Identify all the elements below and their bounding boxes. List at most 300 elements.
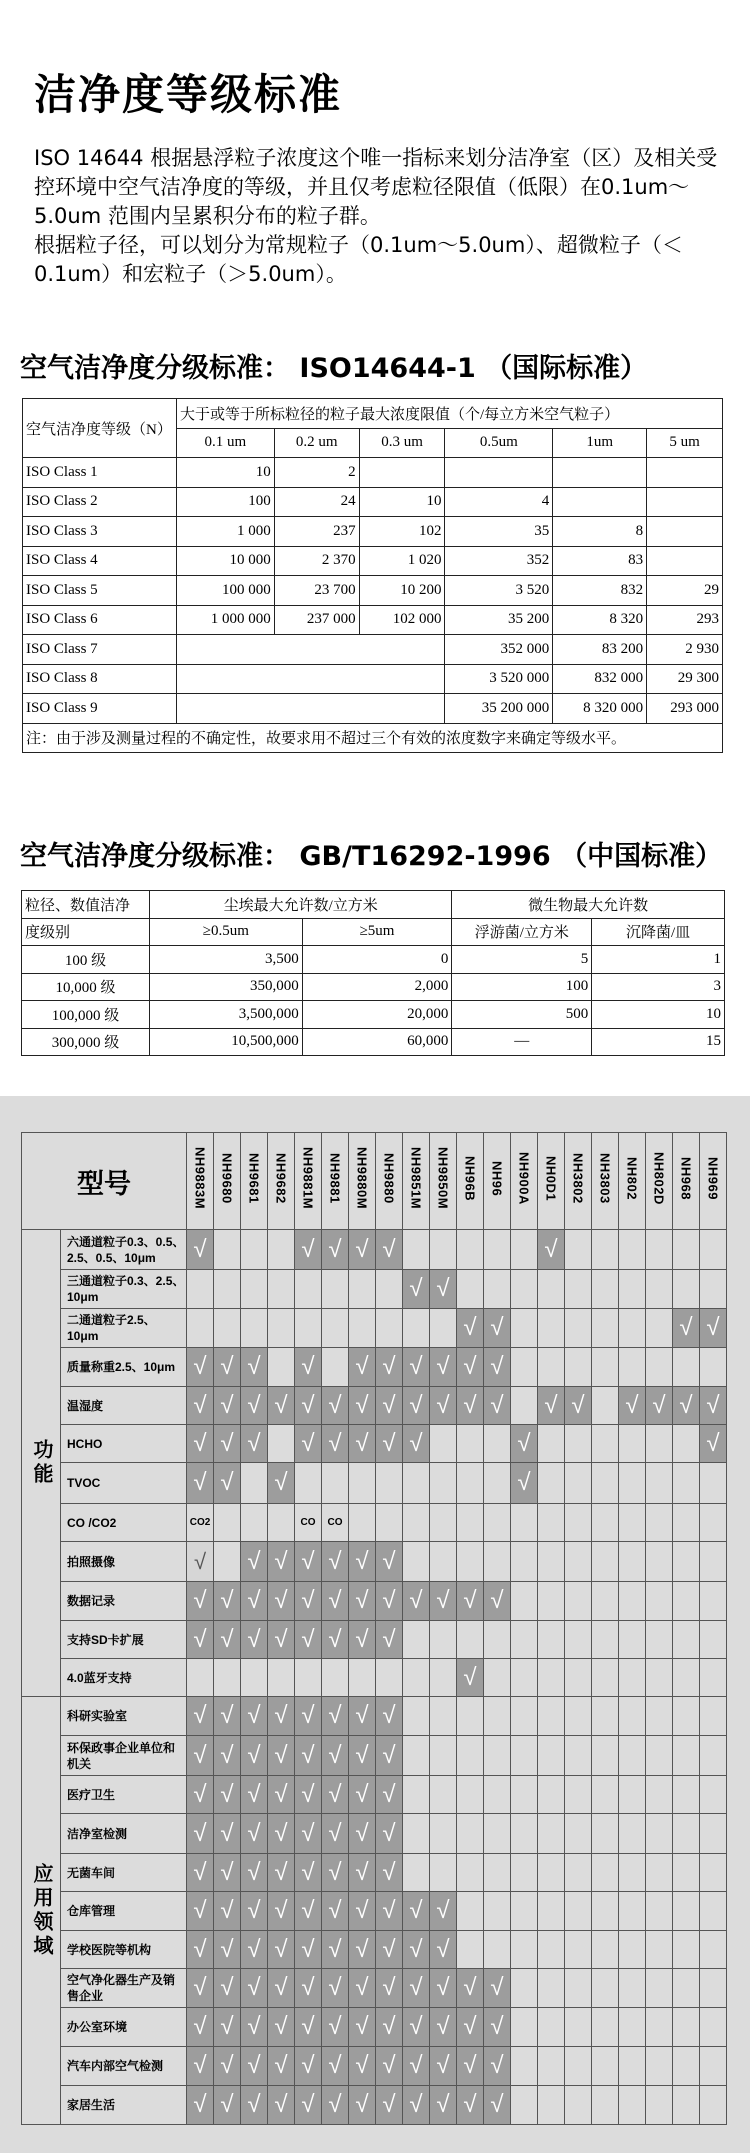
check-cell: √ [322, 1969, 349, 2008]
empty-cell [538, 1542, 565, 1582]
check-cell: √ [430, 1582, 457, 1621]
model-name: NH9880 [381, 1153, 397, 1204]
empty-cell [592, 1892, 619, 1931]
empty-cell [214, 1504, 241, 1542]
gb-value: 3 [592, 973, 725, 1001]
empty-cell [430, 1659, 457, 1697]
empty-cell [592, 1931, 619, 1969]
iso-value: 4 [445, 487, 553, 517]
empty-cell [484, 1504, 511, 1542]
empty-cell [700, 1230, 727, 1270]
gb-level-name: 100 级 [22, 946, 150, 974]
table-row [22, 1348, 727, 1387]
check-cell: √ [403, 1348, 430, 1387]
empty-cell [430, 1854, 457, 1892]
check-cell: √ [241, 1854, 268, 1892]
empty-cell [538, 1504, 565, 1542]
check-cell: √ [457, 1387, 484, 1425]
check-cell: √ [349, 1230, 376, 1270]
check-cell: √ [376, 1814, 403, 1854]
iso-size-header: 5 um [647, 428, 723, 458]
empty-cell [538, 1697, 565, 1736]
check-cell: √ [322, 1387, 349, 1425]
empty-cell [403, 1463, 430, 1504]
empty-cell [700, 1736, 727, 1776]
check-cell: √ [214, 1582, 241, 1621]
empty-cell [511, 2008, 538, 2047]
check-cell: √ [322, 1582, 349, 1621]
empty-cell [592, 1854, 619, 1892]
empty-cell [592, 1348, 619, 1387]
empty-cell [592, 1659, 619, 1697]
iso-class-name: ISO Class 5 [23, 576, 177, 606]
empty-cell [214, 1230, 241, 1270]
check-cell: √ [187, 1892, 214, 1931]
check-cell: √ [187, 1854, 214, 1892]
empty-cell [457, 1892, 484, 1931]
model-column-header [592, 1133, 619, 1230]
empty-cell [619, 1309, 646, 1348]
empty-cell [511, 1659, 538, 1697]
empty-cell [511, 1348, 538, 1387]
empty-cell [619, 1814, 646, 1854]
empty-cell [700, 1776, 727, 1814]
empty-cell [673, 1542, 700, 1582]
empty-cell [646, 2008, 673, 2047]
iso-class-name: ISO Class 7 [23, 635, 177, 665]
table-row [22, 1621, 727, 1659]
empty-cell [592, 1387, 619, 1425]
check-cell: √ [403, 2008, 430, 2047]
empty-cell [403, 1854, 430, 1892]
check-cell: √ [295, 1736, 322, 1776]
check-cell: √ [268, 1931, 295, 1969]
empty-cell [484, 1736, 511, 1776]
empty-cell [619, 1892, 646, 1931]
empty-cell [268, 1230, 295, 1270]
empty-cell [295, 1270, 322, 1309]
empty-cell [241, 1463, 268, 1504]
check-cell: √ [268, 2047, 295, 2086]
empty-cell [403, 1230, 430, 1270]
check-cell: √ [268, 1854, 295, 1892]
table-row [23, 576, 723, 606]
iso-value: 29 300 [647, 664, 723, 694]
check-cell: √ [349, 1814, 376, 1854]
iso-value: 23 700 [274, 576, 359, 606]
check-cell: √ [376, 1776, 403, 1814]
table-row [22, 1814, 727, 1854]
empty-cell [511, 1387, 538, 1425]
empty-cell [646, 1270, 673, 1309]
empty-cell [484, 1892, 511, 1931]
empty-cell [187, 1270, 214, 1309]
empty-cell [619, 1776, 646, 1814]
empty-cell [646, 1854, 673, 1892]
table-row [22, 1425, 727, 1463]
empty-cell [646, 1697, 673, 1736]
iso-value: 352 000 [445, 635, 553, 665]
empty-cell [511, 1542, 538, 1582]
empty-cell [700, 1931, 727, 1969]
empty-cell [592, 1736, 619, 1776]
empty-cell [619, 1348, 646, 1387]
check-cell: √ [241, 2008, 268, 2047]
empty-cell [511, 1230, 538, 1270]
check-cell: √ [322, 1854, 349, 1892]
empty-cell [187, 1309, 214, 1348]
model-name: NH9681 [246, 1153, 262, 1204]
empty-cell [592, 1776, 619, 1814]
table-row [22, 973, 725, 1001]
feature-label: 无菌车间 [61, 1854, 187, 1892]
empty-cell [619, 1736, 646, 1776]
empty-cell [241, 1270, 268, 1309]
model-column-header [187, 1133, 214, 1230]
empty-cell [538, 1425, 565, 1463]
table-row [23, 694, 723, 724]
check-cell: √ [646, 1387, 673, 1425]
check-cell: √ [187, 1814, 214, 1854]
model-column-header [700, 1133, 727, 1230]
iso-size-header: 0.2 um [274, 428, 359, 458]
check-cell: √ [295, 1621, 322, 1659]
empty-cell [376, 1309, 403, 1348]
check-cell: √ [403, 1969, 430, 2008]
model-name: NH802 [624, 1157, 640, 1200]
empty-cell [457, 1697, 484, 1736]
empty-cell [619, 1931, 646, 1969]
check-cell: √ [295, 1582, 322, 1621]
intro-text [34, 144, 724, 289]
table-row [22, 1387, 727, 1425]
table-row [22, 1892, 727, 1931]
empty-cell [430, 1230, 457, 1270]
empty-cell [430, 1621, 457, 1659]
empty-cell [646, 1659, 673, 1697]
empty-cell [511, 1931, 538, 1969]
iso-class-name: ISO Class 8 [23, 664, 177, 694]
check-cell: √ [295, 1542, 322, 1582]
table-row [23, 458, 723, 488]
empty-cell [673, 1931, 700, 1969]
check-cell: √ [430, 1892, 457, 1931]
model-column-header [457, 1133, 484, 1230]
table-row [22, 1776, 727, 1814]
model-name: NH968 [678, 1157, 694, 1200]
check-cell: √ [322, 1892, 349, 1931]
check-cell: √ [349, 1969, 376, 2008]
empty-cell [457, 1230, 484, 1270]
check-cell: √ [322, 1736, 349, 1776]
table-row [22, 1270, 727, 1309]
check-cell: √ [376, 1425, 403, 1463]
gb-value: 60,000 [302, 1028, 452, 1056]
empty-cell [538, 2008, 565, 2047]
table-row [22, 1969, 727, 2008]
empty-cell [700, 2008, 727, 2047]
feature-label: 医疗卫生 [61, 1776, 187, 1814]
check-cell: √ [214, 1697, 241, 1736]
check-cell-partial: √ [187, 1542, 214, 1582]
empty-cell [619, 1270, 646, 1309]
empty-cell [700, 1270, 727, 1309]
empty-cell [646, 1504, 673, 1542]
check-cell: √ [430, 1969, 457, 2008]
empty-cell [538, 1621, 565, 1659]
gb-value: 100 [452, 973, 592, 1001]
check-cell: √ [241, 1387, 268, 1425]
check-cell: √ [349, 1736, 376, 1776]
iso-value: 237 000 [274, 605, 359, 635]
iso-value: 35 200 [445, 605, 553, 635]
check-cell: √ [484, 1348, 511, 1387]
gb-sub-header: 沉降菌/皿 [592, 918, 725, 946]
check-cell: √ [214, 1892, 241, 1931]
check-cell: √ [268, 1542, 295, 1582]
empty-cell [484, 1776, 511, 1814]
iso-value: 35 200 000 [445, 694, 553, 724]
iso-value: 10 200 [359, 576, 445, 606]
check-cell: √ [484, 2047, 511, 2086]
gb-value: 10 [592, 1001, 725, 1029]
empty-cell [430, 1776, 457, 1814]
empty-cell [538, 1659, 565, 1697]
empty-cell [403, 1776, 430, 1814]
check-cell: √ [700, 1387, 727, 1425]
iso-value [359, 458, 445, 488]
table-row [22, 1309, 727, 1348]
empty-cell [700, 1697, 727, 1736]
feature-label: 汽车内部空气检测 [61, 2047, 187, 2086]
empty-cell [457, 1814, 484, 1854]
check-cell: √ [484, 2008, 511, 2047]
iso-standard-table [22, 398, 723, 753]
empty-cell [592, 1814, 619, 1854]
check-cell: √ [295, 1969, 322, 2008]
check-cell: √ [349, 2086, 376, 2125]
check-cell: √ [484, 1969, 511, 2008]
model-comparison-table [21, 1132, 727, 2125]
empty-cell [538, 1736, 565, 1776]
check-cell: √ [241, 2086, 268, 2125]
model-name: NH9881M [300, 1147, 316, 1210]
iso-value: 3 520 000 [445, 664, 553, 694]
empty-cell [646, 1463, 673, 1504]
empty-cell [376, 1270, 403, 1309]
empty-cell [700, 1504, 727, 1542]
empty-cell [268, 1348, 295, 1387]
check-cell: √ [430, 1270, 457, 1309]
check-cell: √ [484, 1582, 511, 1621]
empty-cell [511, 1969, 538, 2008]
empty-cell [700, 1621, 727, 1659]
empty-cell [646, 1814, 673, 1854]
empty-cell [592, 1230, 619, 1270]
iso-value: 832 [553, 576, 647, 606]
check-cell: √ [187, 1230, 214, 1270]
check-cell: √ [322, 1814, 349, 1854]
iso-section-title: 空气洁净度分级标准： ISO14644-1 （国际标准） [20, 353, 648, 384]
empty-cell [322, 1270, 349, 1309]
model-column-header [241, 1133, 268, 1230]
empty-cell [646, 2086, 673, 2125]
check-cell: √ [376, 2086, 403, 2125]
check-cell: √ [538, 1387, 565, 1425]
check-cell: √ [484, 1387, 511, 1425]
check-cell: √ [214, 1931, 241, 1969]
empty-cell [349, 1504, 376, 1542]
empty-cell [376, 1463, 403, 1504]
iso-value: 83 200 [553, 635, 647, 665]
check-cell: √ [403, 2047, 430, 2086]
empty-cell [646, 1582, 673, 1621]
empty-cell [592, 1621, 619, 1659]
empty-cell [700, 1542, 727, 1582]
iso-class-name: ISO Class 1 [23, 458, 177, 488]
model-name: NH9883M [192, 1147, 208, 1210]
empty-cell [619, 1969, 646, 2008]
check-cell: √ [376, 1348, 403, 1387]
empty-cell [511, 1736, 538, 1776]
iso-value [647, 517, 723, 547]
check-cell: √ [403, 1582, 430, 1621]
iso-value: 293 000 [647, 694, 723, 724]
check-cell: √ [430, 2008, 457, 2047]
empty-cell [322, 1659, 349, 1697]
check-cell: √ [511, 1425, 538, 1463]
empty-cell [700, 1348, 727, 1387]
empty-cell [295, 1309, 322, 1348]
check-cell: √ [214, 1348, 241, 1387]
check-cell: √ [187, 1425, 214, 1463]
check-cell: √ [187, 1621, 214, 1659]
table-row [22, 1463, 727, 1504]
model-name: NH0D1 [543, 1155, 559, 1202]
empty-cell [646, 1425, 673, 1463]
iso-value: 8 320 000 [553, 694, 647, 724]
check-cell: √ [214, 1387, 241, 1425]
check-cell: √ [430, 1387, 457, 1425]
empty-cell [646, 2047, 673, 2086]
empty-cell [457, 1776, 484, 1814]
empty-cell [592, 1582, 619, 1621]
empty-cell [538, 1270, 565, 1309]
empty-cell [511, 1892, 538, 1931]
empty-cell [457, 1270, 484, 1309]
empty-cell [241, 1230, 268, 1270]
iso-note: 注：由于涉及测量过程的不确定性，故要求用不超过三个有效的浓度数字来确定等级水平。 [23, 723, 723, 753]
empty-cell [484, 1854, 511, 1892]
model-name: NH3803 [597, 1153, 613, 1204]
empty-cell [565, 2086, 592, 2125]
table-row [22, 946, 725, 974]
gb-level-name: 10,000 级 [22, 973, 150, 1001]
iso-conc-header: 大于或等于所标粒径的粒子最大浓度限值（个/每立方米空气粒子） [176, 399, 722, 429]
empty-cell [673, 1892, 700, 1931]
check-cell: √ [241, 1582, 268, 1621]
check-cell: √ [349, 1348, 376, 1387]
model-name: NH96 [489, 1160, 505, 1197]
iso-value: 10 000 [176, 546, 274, 576]
empty-cell [538, 1892, 565, 1931]
intro-paragraph: ISO 14644 根据悬浮粒子浓度这个唯一指标来划分洁净室（区）及相关受控环境中空气洁净度的等级，并且仅考虑粒径限值（低限）在0.1um～5.0um 范围内呈累积分布的粒子群。 [34, 146, 718, 228]
gb-level-name: 100,000 级 [22, 1001, 150, 1029]
check-cell: √ [187, 1736, 214, 1776]
empty-cell [646, 1230, 673, 1270]
empty-cell [673, 1814, 700, 1854]
check-cell: √ [349, 1697, 376, 1736]
empty-cell [565, 1814, 592, 1854]
check-cell: √ [322, 1931, 349, 1969]
empty-cell [619, 1621, 646, 1659]
check-cell: √ [295, 1387, 322, 1425]
feature-label: 温湿度 [61, 1387, 187, 1425]
empty-cell [700, 1659, 727, 1697]
table-row [22, 1854, 727, 1892]
iso-class-name: ISO Class 6 [23, 605, 177, 635]
empty-cell [295, 1659, 322, 1697]
empty-cell [511, 1504, 538, 1542]
empty-cell [187, 1659, 214, 1697]
empty-cell [403, 1309, 430, 1348]
model-header: 型号 [22, 1133, 187, 1230]
check-cell: √ [376, 1736, 403, 1776]
empty-cell [700, 1582, 727, 1621]
iso-value: 102 [359, 517, 445, 547]
empty-cell [484, 1659, 511, 1697]
table-row [22, 1659, 727, 1697]
check-cell: √ [484, 1309, 511, 1348]
check-cell: √ [484, 2086, 511, 2125]
gb-micro-header: 微生物最大允许数 [452, 891, 725, 919]
empty-cell [565, 2008, 592, 2047]
empty-cell [619, 1697, 646, 1736]
check-cell: √ [214, 1854, 241, 1892]
empty-cell [565, 1309, 592, 1348]
empty-cell [511, 1270, 538, 1309]
empty-cell [322, 1463, 349, 1504]
check-cell: √ [295, 1776, 322, 1814]
model-column-header [646, 1133, 673, 1230]
iso-value: 83 [553, 546, 647, 576]
iso-value: 3 520 [445, 576, 553, 606]
empty-cell [673, 1348, 700, 1387]
empty-cell [403, 1736, 430, 1776]
empty-cell [349, 1270, 376, 1309]
iso-value: 2 [274, 458, 359, 488]
check-cell: √ [700, 1425, 727, 1463]
empty-cell [538, 1348, 565, 1387]
model-column-header [376, 1133, 403, 1230]
model-column-header [349, 1133, 376, 1230]
check-cell: √ [241, 1969, 268, 2008]
table-row [22, 2008, 727, 2047]
table-row [22, 2047, 727, 2086]
iso-value: 29 [647, 576, 723, 606]
empty-cell [646, 1348, 673, 1387]
check-cell: √ [403, 1931, 430, 1969]
check-cell: √ [349, 1387, 376, 1425]
empty-cell [700, 2086, 727, 2125]
model-column-header [403, 1133, 430, 1230]
model-column-header [619, 1133, 646, 1230]
check-cell: √ [376, 1892, 403, 1931]
empty-cell [592, 1969, 619, 2008]
check-cell: √ [376, 1230, 403, 1270]
check-cell: √ [349, 1542, 376, 1582]
empty-cell [700, 1969, 727, 2008]
